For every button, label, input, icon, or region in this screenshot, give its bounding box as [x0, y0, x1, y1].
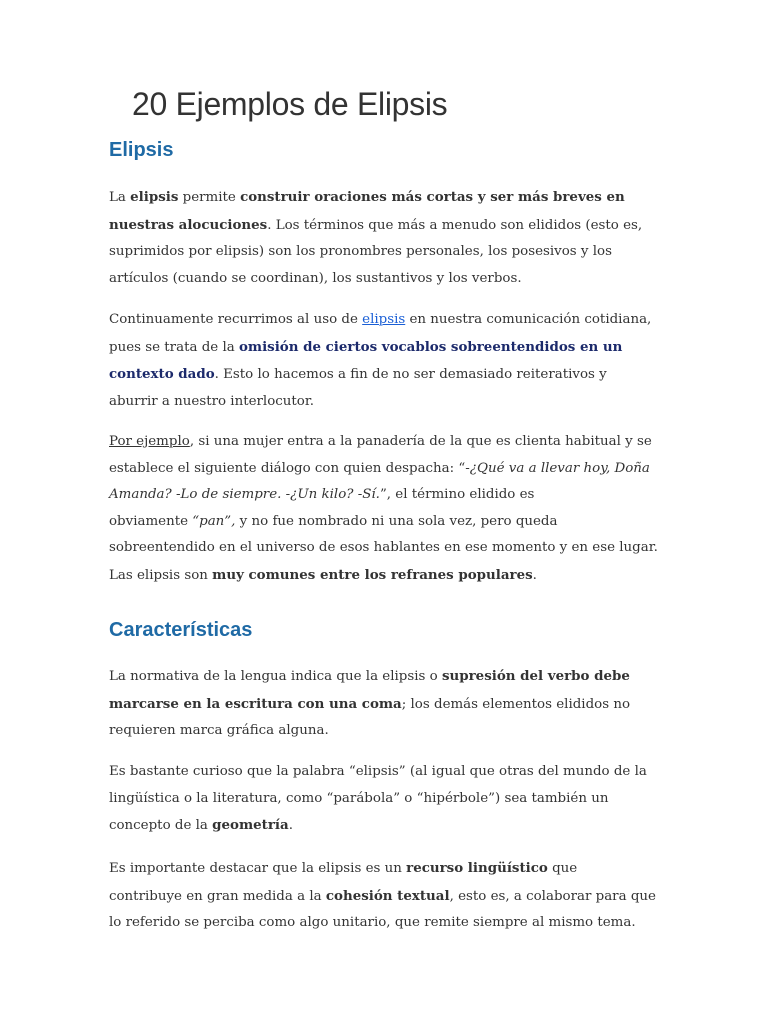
text-run: Es bastante curioso que la palabra “elipsis” (al igual que otras del mundo de la — [109, 764, 647, 779]
text-run: suprimidos por elipsis) son los pronombres personales, los posesivos y los — [109, 244, 612, 260]
paragraph-normativa — [109, 663, 664, 745]
paragraph-cohesion — [109, 855, 664, 937]
italic-text: -¿Qué va a llevar hoy, Doña — [465, 460, 650, 476]
text-line — [109, 429, 664, 456]
text-line — [109, 456, 664, 483]
paragraph-definition — [109, 184, 664, 292]
paragraph-usage — [109, 307, 664, 415]
bold-text: supresión del verbo debe — [441, 668, 630, 684]
text-run: . Los términos que más a menudo son elididos (esto es, — [267, 217, 643, 233]
text-run: lingüística o la literatura, como “parábola” o “hipérbole”) sea también un — [109, 790, 609, 806]
text-line — [109, 266, 664, 293]
text-line — [109, 307, 664, 334]
text-run: . — [288, 818, 293, 834]
bold-text: nuestras alocuciones — [109, 216, 268, 233]
text-run: Las elipsis son — [109, 567, 213, 583]
text-line — [109, 691, 664, 719]
bold-text: geometría — [212, 817, 289, 834]
text-line — [109, 855, 664, 883]
text-line — [109, 212, 664, 240]
emphasis-text: omisión de ciertos vocablos sobreentendidos en un — [238, 338, 623, 355]
text-line — [109, 718, 664, 745]
text-line — [109, 184, 664, 212]
text-line — [109, 239, 664, 266]
paragraph-example — [109, 429, 664, 590]
text-run: en nuestra comunicación cotidiana, — [405, 312, 652, 327]
text-line — [109, 786, 664, 813]
paragraph-geometria — [109, 759, 664, 840]
text-run: La — [109, 190, 131, 205]
text-run: contribuye en gran medida a la — [109, 888, 326, 904]
italic-text: Amanda? -Lo de siempre. -¿Un kilo? -Sí. — [109, 487, 380, 503]
emphasis-text: contexto dado — [109, 366, 215, 383]
bold-text: recurso lingüístico — [406, 860, 548, 876]
bold-text: cohesión textual — [325, 887, 450, 904]
text-run: que — [547, 861, 578, 876]
text-run: ”, el término elidido es — [379, 487, 535, 503]
section-heading-elipsis: Elipsis — [109, 139, 174, 161]
text-run: artículos (cuando se coordinan), los sustantivos y los verbos. — [109, 270, 522, 286]
text-line — [109, 535, 664, 562]
text-line — [109, 812, 664, 840]
text-line — [109, 562, 664, 590]
text-line — [109, 334, 664, 362]
text-run: , esto es, a colaborar para que — [449, 888, 656, 904]
text-line — [109, 389, 664, 416]
text-run: pues se trata de la — [109, 339, 239, 355]
text-line — [109, 910, 664, 937]
text-line — [109, 883, 664, 911]
text-line — [109, 509, 664, 536]
section-heading-caracteristicas: Características — [109, 619, 253, 641]
bold-text: marcarse en la escritura con una coma — [109, 695, 402, 712]
bold-text: construir oraciones más cortas y ser más breves en — [240, 189, 625, 205]
text-run: , si una mujer entra a la panadería de la que es clienta habitual y se — [189, 434, 652, 449]
elipsis-link[interactable]: elipsis — [362, 312, 406, 327]
text-line — [109, 482, 664, 509]
text-run: Continuamente recurrimos al uso de — [109, 312, 363, 327]
text-run: lo referido se perciba como algo unitario, que remite siempre al mismo tema. — [109, 915, 636, 931]
text-run: concepto de la — [109, 818, 213, 834]
text-run: requieren marca gráfica alguna. — [109, 723, 329, 739]
bold-text: muy comunes entre los refranes populares — [212, 566, 533, 583]
text-run: y no fue nombrado ni una sola vez, pero queda — [235, 513, 558, 529]
text-line — [109, 759, 664, 786]
italic-text: “pan”, — [192, 513, 236, 529]
text-run: sobreentendido en el universo de esos hablantes en ese momento y en ese lugar. — [109, 540, 658, 556]
underlined-text: Por ejemplo — [109, 434, 190, 449]
text-line — [109, 663, 664, 691]
text-run: Es importante destacar que la elipsis es un — [109, 861, 407, 876]
page-title: 20 Ejemplos de Elipsis — [132, 86, 448, 122]
text-run: ; los demás elementos elididos no — [401, 696, 631, 712]
text-run: La normativa de la lengua indica que la elipsis o — [109, 669, 442, 684]
text-run: . — [532, 567, 537, 583]
text-line — [109, 361, 664, 389]
text-run: obviamente — [109, 513, 193, 529]
text-run: permite — [178, 190, 241, 205]
text-run: . Esto lo hacemos a fin de no ser demasiado reiterativos y — [214, 367, 607, 383]
text-run: aburrir a nuestro interlocutor. — [109, 393, 315, 409]
text-run: establece el siguiente diálogo con quien despacha: “ — [109, 460, 466, 476]
bold-text: elipsis — [130, 189, 179, 205]
